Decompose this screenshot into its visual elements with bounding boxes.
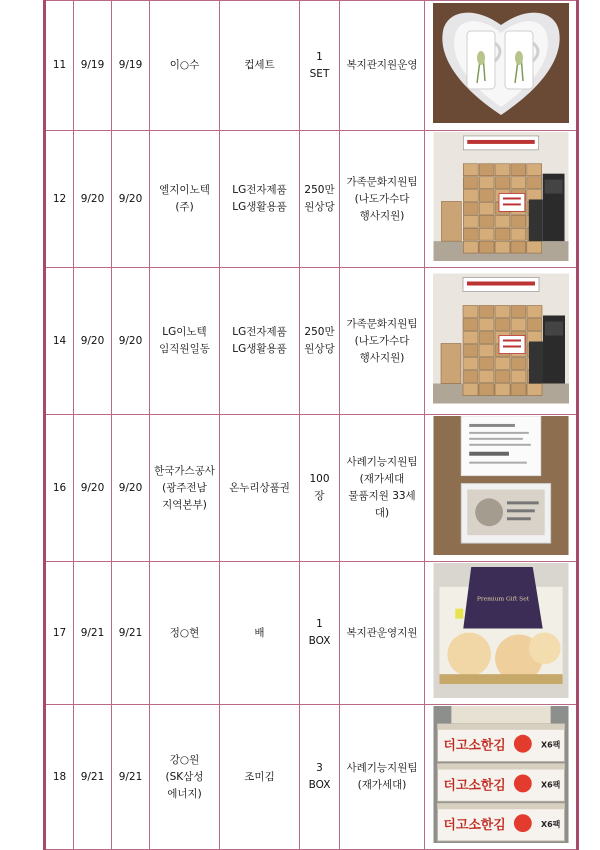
cup-set-photo <box>433 2 569 130</box>
svg-text:X6팩: X6팩 <box>540 819 560 829</box>
usage: 복지관운영지원 <box>340 562 425 705</box>
row-number: 18 <box>45 705 74 850</box>
quantity: 250만 원상당 <box>300 268 340 415</box>
photo-cell <box>425 131 578 268</box>
usage: 가족문화지원팀 (나도가수다 행사지원) <box>340 131 425 268</box>
donated-item: 컵세트 <box>220 1 300 131</box>
row-number: 16 <box>45 415 74 562</box>
voucher-photo <box>433 416 569 561</box>
photo-cell <box>425 268 578 415</box>
svg-text:Premium Gift Set: Premium Gift Set <box>476 595 529 603</box>
receipt-date: 9/19 <box>74 1 112 131</box>
receipt-date: 9/20 <box>74 268 112 415</box>
usage: 가족문화지원팀 (나도가수다 행사지원) <box>340 268 425 415</box>
table-row <box>45 268 578 415</box>
donor-name: 엘지이노텍 (주) <box>150 131 220 268</box>
photo-cell <box>425 562 578 705</box>
svg-text:X6팩: X6팩 <box>540 779 560 789</box>
receipt-date: 9/21 <box>74 562 112 705</box>
receipt-date: 9/20 <box>74 415 112 562</box>
donor-name: 한국가스공사 (광주전남 지역본부) <box>150 415 220 562</box>
donor-name: 정○현 <box>150 562 220 705</box>
table-row <box>45 705 578 850</box>
quantity: 100 장 <box>300 415 340 562</box>
donated-item: LG전자제품 LG생활용품 <box>220 268 300 415</box>
donated-item: 온누리상품권 <box>220 415 300 562</box>
quantity: 250만 원상당 <box>300 131 340 268</box>
svg-text:더고소한김: 더고소한김 <box>442 738 506 754</box>
distribution-date: 9/19 <box>112 1 150 131</box>
row-number: 11 <box>45 1 74 131</box>
quantity: 3 BOX <box>300 705 340 850</box>
receipt-date: 9/20 <box>74 131 112 268</box>
quantity: 1 SET <box>300 1 340 131</box>
table-row <box>45 1 578 131</box>
svg-text:더고소한김: 더고소한김 <box>442 817 506 833</box>
table-row <box>45 415 578 562</box>
usage: 사례기능지원팀 (재가세대) <box>340 705 425 850</box>
distribution-date: 9/20 <box>112 268 150 415</box>
pear-box-photo <box>433 563 569 704</box>
photo-cell <box>425 415 578 562</box>
donated-item: 배 <box>220 562 300 705</box>
table-row <box>45 131 578 268</box>
distribution-date: 9/20 <box>112 415 150 562</box>
usage: 사례기능지원팀 (재가세대 물품지원 33세대) <box>340 415 425 562</box>
receipt-date: 9/21 <box>74 705 112 850</box>
donation-table <box>43 0 579 850</box>
donor-name: 이○수 <box>150 1 220 131</box>
donor-name: LG이노텍 임직원일동 <box>150 268 220 415</box>
row-number: 12 <box>45 131 74 268</box>
seaweed-boxes-photo <box>433 706 569 849</box>
distribution-date: 9/21 <box>112 705 150 850</box>
usage: 복지관지원운영 <box>340 1 425 131</box>
boxes-photo <box>433 269 569 414</box>
photo-cell <box>425 705 578 850</box>
donor-name: 강○원 (SK삼성 에너지) <box>150 705 220 850</box>
svg-text:더고소한김: 더고소한김 <box>442 777 506 793</box>
boxes-photo <box>433 132 569 267</box>
row-number: 14 <box>45 268 74 415</box>
distribution-date: 9/20 <box>112 131 150 268</box>
table-row <box>45 562 578 705</box>
quantity: 1 BOX <box>300 562 340 705</box>
donated-item: 조미김 <box>220 705 300 850</box>
svg-text:X6팩: X6팩 <box>540 740 560 750</box>
row-number: 17 <box>45 562 74 705</box>
distribution-date: 9/21 <box>112 562 150 705</box>
donation-ledger <box>43 0 576 849</box>
donated-item: LG전자제품 LG생활용품 <box>220 131 300 268</box>
photo-cell <box>425 1 578 131</box>
